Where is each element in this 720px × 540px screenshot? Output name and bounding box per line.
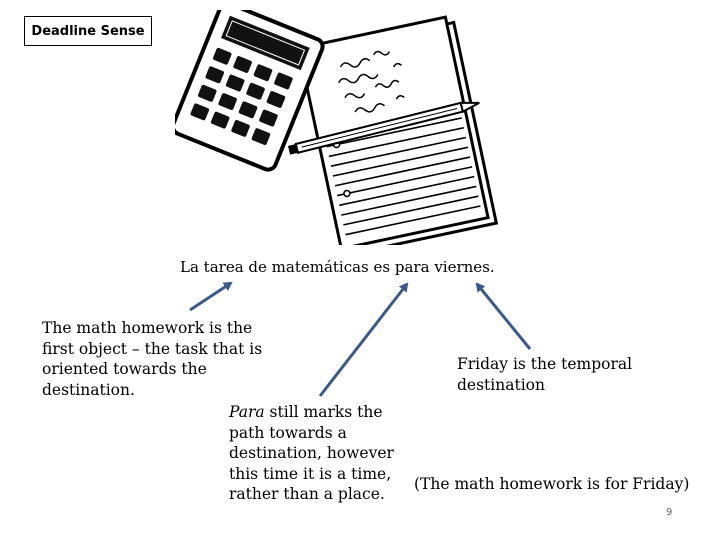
sentence-after: viernes. (429, 258, 495, 276)
note-friday-destination: Friday is the temporal destination (457, 355, 633, 394)
calculator-notepad-icon (175, 10, 505, 245)
note-math-homework-object: The math homework is the first object – the task that is oriented towards the destination. (42, 319, 263, 399)
sentence-before: La tarea de matemáticas es (180, 258, 395, 276)
sentence-keyword-para: para (394, 258, 430, 276)
note-para-path (229, 402, 419, 505)
example-sentence (180, 258, 495, 276)
note-para-rest: still marks the path towards a destination, however this time it is a time, rather than a place. (229, 403, 394, 503)
arrow-to-para (320, 284, 407, 396)
slide-title: Deadline Sense (24, 16, 152, 46)
page-number: 9 (666, 507, 673, 518)
note-english-translation: (The math homework is for Friday) (414, 475, 690, 493)
note-para-italic: Para (229, 403, 265, 421)
arrow-to-tarea (190, 283, 231, 310)
arrow-to-viernes (477, 284, 530, 349)
